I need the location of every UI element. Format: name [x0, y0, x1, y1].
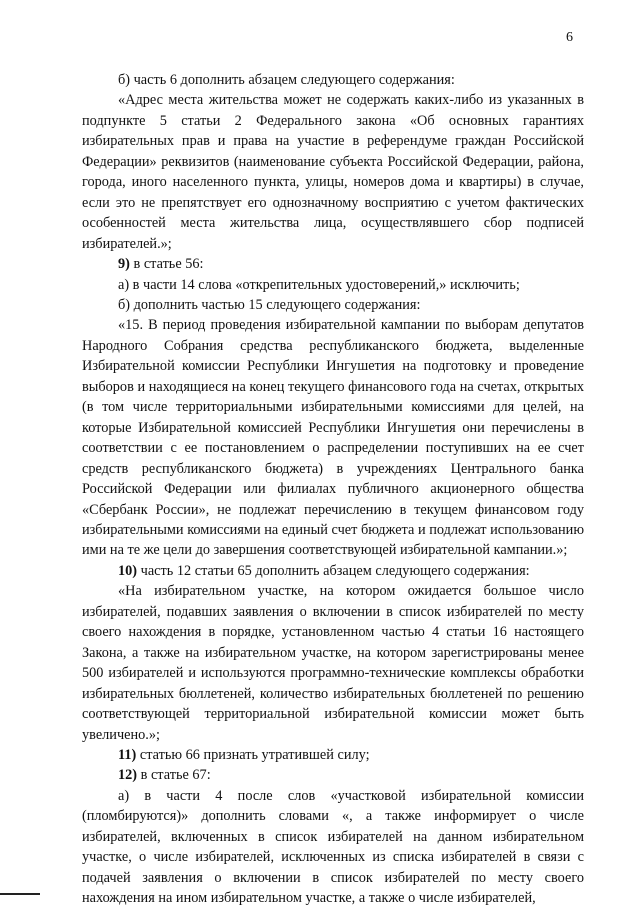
paragraph-text: б) часть 6 дополнить абзацем следующего содержания:	[118, 72, 455, 88]
paragraph-text: а) в части 14 слова «открепительных удостоверений,» исключить;	[118, 276, 520, 293]
item-number: 9)	[118, 256, 130, 273]
paragraph	[82, 745, 584, 765]
document-body	[82, 70, 584, 909]
paragraph-text: «15. В период проведения избирательной кампании по выборам депутатов Народного Собрания средства республиканского бюджета, выделенные Избирательной комиссии Республики Ингушетия на подготовку и проведение выборов и находящиеся на конец текущего финансового года на счетах, открытых (в том числе территориальными избирательными комиссиями для целей, на которые Избирательной комиссией Республики Ингушетия они перечислены в соответствии с ее постановлением о распределении поступивших на ее счет средств республиканского бюджета) в учреждениях Центрального банка Российской Федерации или филиалах публичного акционерного общества «Сбербанк России», не подлежат перечислению в текущем финансовом году избирательными комиссиями на единый счет бюджета и подлежат использованию ими на те же цели до завершения соответствующей избирательной кампании.»;	[82, 317, 584, 559]
paragraph	[82, 561, 584, 581]
paragraph-text: «На избирательном участке, на котором ожидается большое число избирателей, подавших заявления о включении в список избирателей по месту своего нахождения в порядке, установленном частью 4 статьи 16 настоящего Закона, а также на избирательном участке, на котором зарегистрированы менее 500 избирателей и используются программно-технические комплексы обработки избирательных бюллетеней, количество избирательных бюллетеней по решению соответствующей территориальной избирательной комиссии может быть увеличено.»;	[82, 583, 584, 743]
item-number: 12)	[118, 767, 138, 784]
paragraph	[82, 275, 584, 295]
paragraph-text: «Адрес места жительства может не содержать каких-либо из указанных в подпункте 5 статьи 2 Федерального закона «Об основных гарантиях избирательных прав и права на участие в референдуме граждан Российской Федерации» реквизитов (наименование субъекта Российской Федерации, района, города, иного населенного пункта, улицы, номеров дома и квартиры) в случае, если это не препятствует его однозначному восприятию с учетом фактических особенностей места жительства лица, осуществлявшего сбор подписей избирателей.»;	[82, 92, 584, 252]
paragraph	[82, 786, 584, 909]
paragraph	[82, 581, 584, 745]
paragraph	[82, 315, 584, 560]
paragraph	[82, 254, 584, 274]
paragraph-text: б) дополнить частью 15 следующего содержания:	[118, 296, 421, 313]
paragraph	[82, 90, 584, 254]
paragraph	[82, 295, 584, 315]
scan-edge-mark	[0, 893, 40, 895]
paragraph	[82, 765, 584, 785]
paragraph-text: часть 12 статьи 65 дополнить абзацем следующего содержания:	[137, 562, 530, 579]
paragraph-text: статью 66 признать утратившей силу;	[136, 746, 370, 763]
item-number: 11)	[118, 746, 137, 763]
page-number: 6	[566, 30, 573, 45]
paragraph-text: в статье 56:	[129, 256, 204, 273]
item-number: 10)	[118, 562, 138, 579]
paragraph-text: а) в части 4 после слов «участковой избирательной комиссии (пломбируются)» дополнить словами «, а также информирует о числе избирателей, включенных в список избирателей на данном избирательном участке, о числе избирателей, исключенных из списка избирателей в связи с подачей заявления о включении в список избирателей по месту своего нахождения на ином избирательном участке, а также о числе избирателей,	[82, 787, 584, 907]
paragraph	[82, 70, 584, 90]
paragraph-text: в статье 67:	[137, 767, 211, 784]
